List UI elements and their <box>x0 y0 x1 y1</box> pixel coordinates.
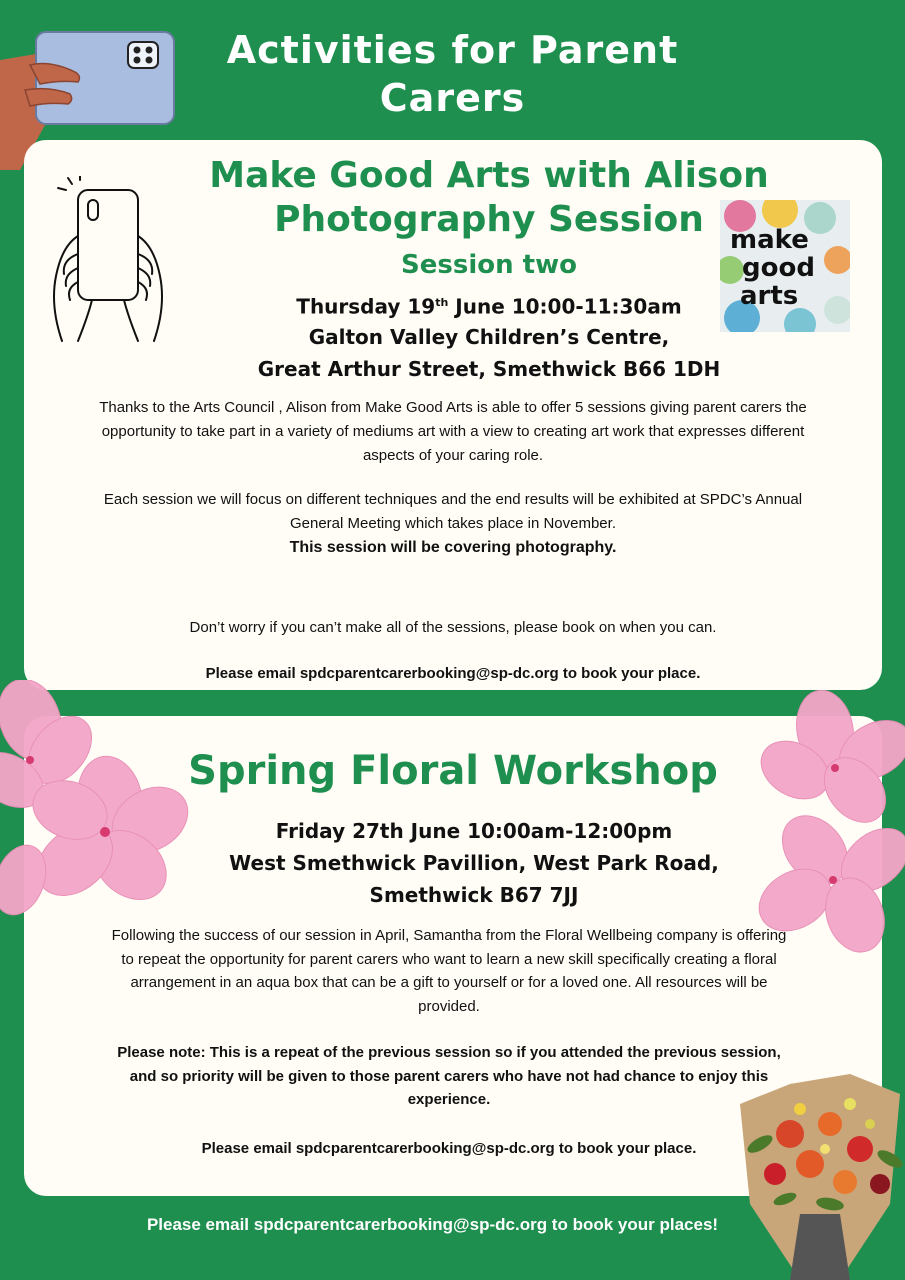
logo-line2: good <box>742 253 815 283</box>
logo-line1: make <box>730 225 809 255</box>
event1-date-time: June 10:00-11:30am <box>448 294 682 319</box>
event1-booking-email: Please email spdcparentcarerbooking@sp-dc.org to book your place. <box>205 665 701 682</box>
event2-paragraph2: Please note: This is a repeat of the previous session so if you attended the previous session, and so priority will be given to those parent carers who have not had chance to enjoy this experience. <box>117 1044 781 1108</box>
event1-date-suffix: th <box>435 296 449 309</box>
page-title: Activities for Parent Carers <box>226 28 679 120</box>
bouquet-icon <box>730 1064 905 1280</box>
event1-subheading: Session two <box>401 250 577 280</box>
event1-paragraph2: Each session we will focus on different techniques and the end results will be exhibited at SPDC’s Annual General Meeting which takes place in November. <box>103 491 803 532</box>
event2-venue-line1: West Smethwick Pavillion, West Park Road, <box>229 851 719 875</box>
event2-date: Friday 27th June 10:00am-12:00pm <box>275 819 673 843</box>
pink-flower-icon <box>0 680 200 920</box>
event1-paragraph1: Thanks to the Arts Council , Alison from Make Good Arts is able to offer 5 sessions giving parent carers the opportunity to take part in a variety of mediums art with a view to creating art work that expresses different aspects of your caring role. <box>99 399 807 464</box>
event1-date-day: Thursday 19 <box>296 294 436 319</box>
footer-booking-email: Please email spdcparentcarerbooking@sp-dc.org to book your places! <box>146 1215 719 1234</box>
event2-booking-email: Please email spdcparentcarerbooking@sp-dc.org to book your place. <box>201 1140 697 1157</box>
event2-heading: Spring Floral Workshop <box>188 748 718 794</box>
event2-paragraph1: Following the success of our session in April, Samantha from the Floral Wellbeing company is offering to repeat the opportunity for parent carers who want to learn a new skill specifically creating a floral arrangement in an aqua box that can be a gift to yourself or for a loved one. All resources will be provided. <box>111 927 787 1015</box>
event1-date <box>174 288 804 322</box>
event2-venue-line2: Smethwick B67 7JJ <box>369 883 579 907</box>
logo-line3: arts <box>740 281 799 311</box>
event-card-photography <box>24 140 882 690</box>
event1-venue-line2: Great Arthur Street, Smethwick B66 1DH <box>257 357 721 381</box>
event1-heading-line1: Make Good Arts with Alison <box>209 155 769 196</box>
pink-flower-icon <box>755 690 905 960</box>
logo-make-good-arts <box>720 200 850 332</box>
event1-venue-line1: Galton Valley Children’s Centre, <box>308 325 670 349</box>
event1-heading-line2: Photography Session <box>274 199 704 240</box>
event1-paragraph3: This session will be covering photography. <box>289 539 617 556</box>
event1-paragraph4: Don’t worry if you can’t make all of the sessions, please book on when you can. <box>189 619 717 636</box>
